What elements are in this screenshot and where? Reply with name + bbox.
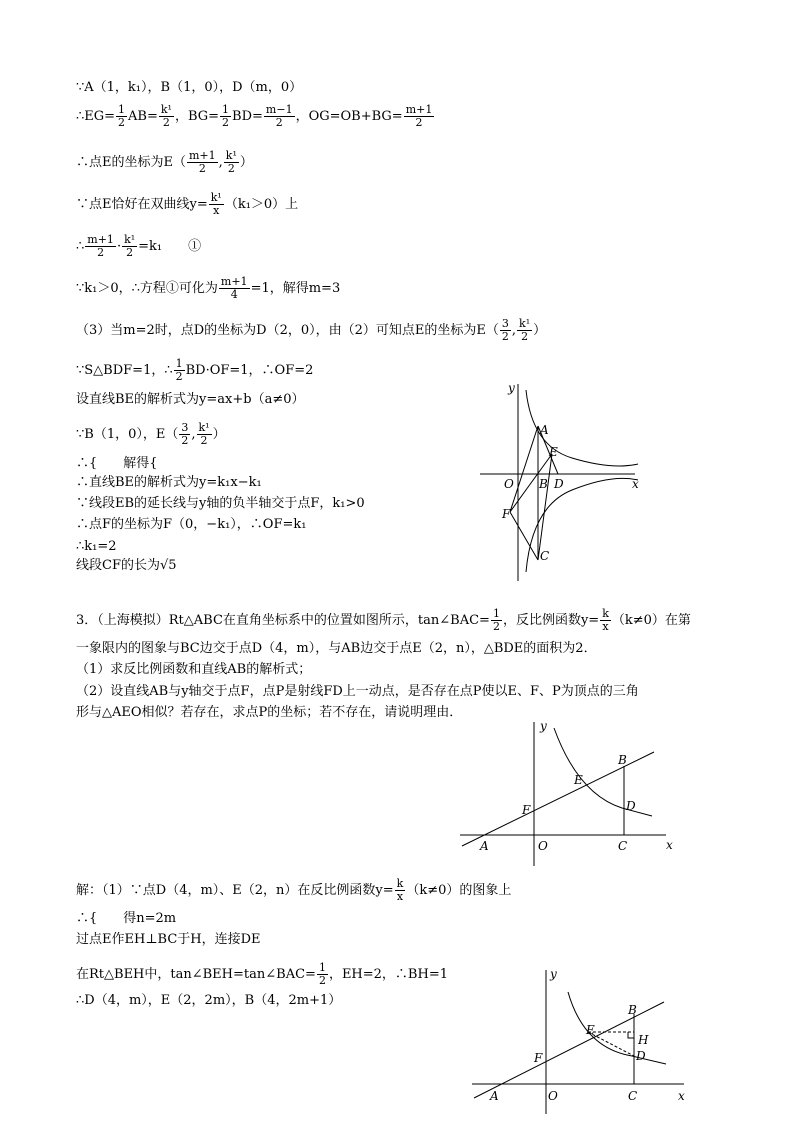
q3-line4: （2）设直线AB与y轴交于点F，点P是射线FD上一动点，是否存在点P使以E、F、P为顶点的三角 [76, 684, 639, 699]
figure-1 [480, 376, 650, 582]
segment-FC [510, 512, 538, 560]
sol2-line3: ∴点E的坐标为E（ $\frac{m+1}{2}$ , $\frac{\text{k¹}}{2}$ ） [76, 149, 253, 175]
fig3-F-label: F [534, 1051, 543, 1065]
q3-line1: 3．（上海模拟）Rt△ABC在直角坐标系中的位置如图所示，tan∠BAC= $\frac{1}{2}$ ，反比例函数y= $\frac{k}{x}$ （k≠0）在第 [76, 607, 691, 633]
fig1-x-label: x [632, 477, 639, 491]
segment-ED [588, 1032, 634, 1056]
fig2-B-label: B [618, 753, 627, 767]
fig1-A-label: A [540, 423, 549, 437]
fig1-D-label: D [554, 477, 564, 491]
fig2-C-label: C [618, 839, 628, 853]
q3-line3: （1）求反比例函数和直线AB的解析式； [76, 662, 312, 677]
sol3-line9: ∴k₁=2 [76, 539, 117, 554]
figure-3 [466, 964, 692, 1118]
segment-AF [510, 426, 538, 512]
fig3-x-label: x [678, 1089, 685, 1103]
fig2-F-label: F [522, 803, 531, 817]
fig3-B-label: B [628, 1003, 637, 1017]
sol2-line6: ∵k₁＞0，∴方程①可化为 $\frac{m+1}{4}$ =1，解得m=3 [76, 275, 341, 301]
fig2-x-label: x [666, 838, 673, 852]
ans-line2: ∴{ 得n=2m [76, 911, 177, 926]
sol3-line7: ∵线段EB的延长线与y轴的负半轴交于点F，k₁>0 [76, 496, 365, 511]
sol2-line4: ∵点E恰好在双曲线y= $\frac{\text{k¹}}{x}$ （k₁＞0）上 [76, 191, 299, 217]
sol3-line8: ∴点F的坐标为F（0，−k₁），∴OF=k₁ [76, 517, 307, 532]
fig3-E-label: E [586, 1023, 595, 1037]
sol2-line1: ∵A（1，k₁），B（1，0），D（m，0） [76, 80, 303, 95]
q3-line2: 一象限内的图象与BC边交于点D（4，m），与AB边交于点E（2，n），△BDE的面积为2． [76, 641, 597, 656]
fig1-B-label: B [539, 477, 548, 491]
sol3-line4: ∵B（1，0），E（ $\frac{3}{2}$ , $\frac{\text{k¹}}{2}$ ） [76, 421, 226, 447]
fig1-E-label: E [549, 445, 558, 459]
fig1-F-label: F [502, 507, 511, 521]
hyperbola [568, 992, 666, 1064]
sol3-line3: 设直线BE的解析式为y=ax+b（a≠0） [76, 392, 305, 407]
fig3-A-label: A [490, 1089, 499, 1103]
sol2-line2: ∴EG= $\frac{1}{2}$ AB= $\frac{\text{k¹}}{2}$ ，BG= $\frac{1}{2}$ BD= $\frac{m-1}{2}$ ，OG=OB+BG= $\frac{m+1}{2}$ [76, 103, 433, 129]
fig2-y-label: y [540, 719, 547, 733]
ans-line3: 过点E作EH⊥BC于H，连接DE [76, 932, 261, 947]
q3-line5: 形与△AEO相似？若存在，求点P的坐标；若不存在，请说明理由． [76, 705, 463, 720]
fig3-O-label: O [548, 1089, 558, 1103]
fig1-y-label: y [508, 381, 515, 395]
fig2-O-label: O [538, 839, 548, 853]
fig3-D-label: D [636, 1049, 646, 1063]
sol3-line2: ∵S△BDF=1，∴ $\frac{1}{2}$ BD·OF=1，∴OF=2 [76, 357, 314, 383]
figure-2 [456, 716, 680, 868]
hyperbola [554, 728, 652, 816]
fig3-C-label: C [628, 1089, 638, 1103]
sol3-line10: 线段CF的长为√5 [76, 558, 177, 573]
fig2-D-label: D [626, 799, 636, 813]
right-angle-mark [628, 1032, 634, 1038]
sol3-line5: ∴{ 解得{ [76, 456, 158, 471]
ans-line4: 在Rt△BEH中，tan∠BEH=tan∠BAC= $\frac{1}{2}$ ，EH=2，∴BH=1 [76, 961, 448, 987]
ans-line1: 解：（1）∵点D（4，m）、E（2，n）在反比例函数y= $\frac{k}{x}$ （k≠0）的图象上 [76, 877, 512, 903]
fig2-A-label: A [480, 839, 489, 853]
sol3-line1: （3）当m=2时，点D的坐标为D（2，0），由（2）可知点E的坐标为E（ $\frac{3}{2}$ , $\frac{\text{k¹}}{2}$ ） [76, 317, 547, 343]
sol3-line6: ∴直线BE的解析式为y=k₁x−k₁ [76, 475, 262, 490]
fig3-y-label: y [550, 967, 557, 981]
ans-line5: ∴D（4，m），E（2，2m），B（4，2m+1） [76, 993, 342, 1008]
fig1-O-label: O [504, 477, 514, 491]
fig1-C-label: C [540, 549, 550, 563]
sol2-line5: ∴ $\frac{m+1}{2}$ · $\frac{\text{k¹}}{2}$ =k₁ ① [76, 233, 202, 259]
fig3-H-label: H [638, 1033, 649, 1047]
fig2-E-label: E [574, 773, 583, 787]
